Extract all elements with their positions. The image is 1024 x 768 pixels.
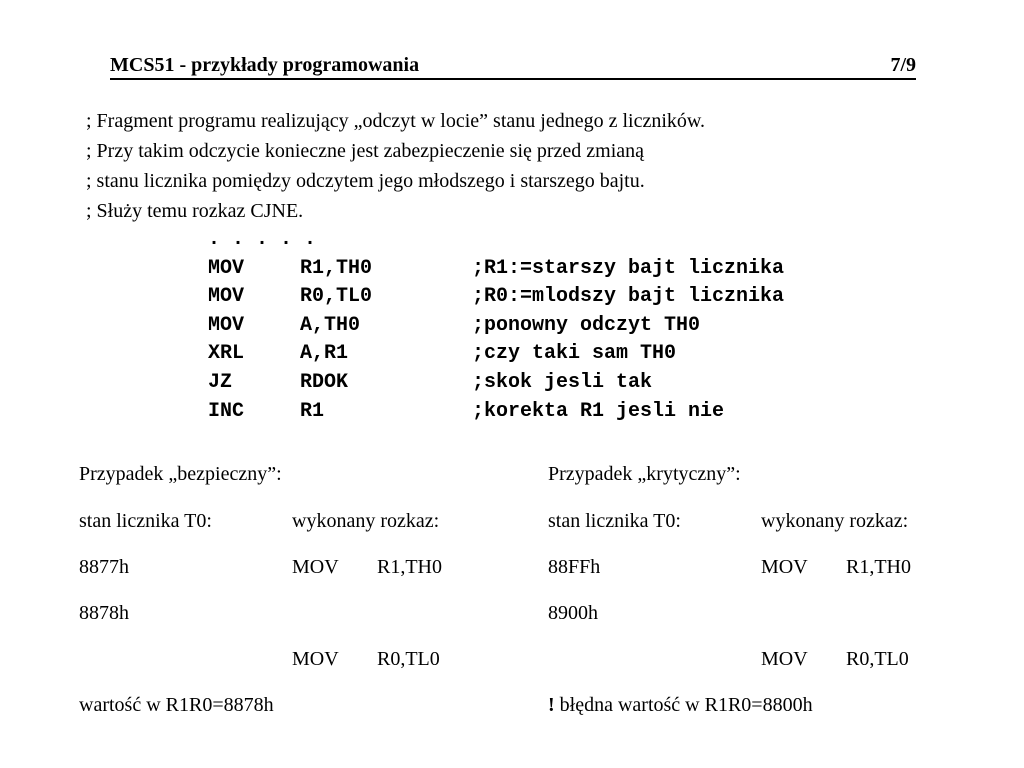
code-opcode: INC — [208, 399, 245, 423]
critical-instr-header: wykonany rozkaz: — [761, 510, 909, 532]
code-line — [208, 340, 908, 369]
code-operands: R1,TH0 — [300, 256, 373, 280]
safe-case-title: Przypadek „bezpieczny”: — [79, 463, 282, 485]
critical-state-value: 88FFh — [548, 556, 601, 578]
safe-state-header: stan licznika T0: — [79, 510, 212, 532]
code-line — [208, 369, 908, 398]
critical-result-text: błędna wartość w R1R0=8800h — [559, 694, 813, 716]
comment-line: ; Fragment programu realizujący „odczyt w locie” stanu jednego z liczników. — [86, 110, 706, 132]
safe-state-value: 8877h — [79, 556, 129, 578]
slide-header — [110, 52, 916, 80]
code-line — [208, 255, 908, 284]
code-comment: ;czy taki sam TH0 — [472, 342, 677, 366]
code-operands: R0,TL0 — [300, 285, 373, 309]
critical-result — [548, 693, 813, 717]
code-listing — [208, 226, 908, 426]
critical-case-title: Przypadek „krytyczny”: — [548, 463, 741, 485]
critical-instr-op: MOV — [761, 648, 808, 670]
code-comment: ;korekta R1 jesli nie — [472, 399, 725, 423]
safe-instr-header: wykonany rozkaz: — [292, 510, 440, 532]
slide-title: MCS51 - przykłady programowania — [110, 54, 420, 76]
comment-block — [86, 106, 705, 226]
code-line — [208, 312, 908, 341]
safe-state-value: 8878h — [79, 602, 129, 624]
code-opcode: MOV — [208, 256, 245, 280]
critical-instr-op: MOV — [761, 556, 808, 578]
code-comment: ;R1:=starszy bajt licznika — [472, 256, 785, 280]
code-operands: A,R1 — [300, 342, 349, 366]
code-operands: RDOK — [300, 370, 349, 394]
safe-instr-args: R0,TL0 — [377, 648, 440, 670]
code-opcode: JZ — [208, 370, 233, 394]
code-opcode: XRL — [208, 342, 245, 366]
code-opcode: MOV — [208, 313, 245, 337]
code-opcode: MOV — [208, 285, 245, 309]
comment-line: ; Przy takim odczycie konieczne jest zabezpieczenie się przed zmianą — [86, 140, 645, 162]
code-comment: ;skok jesli tak — [472, 370, 653, 394]
code-ellipsis: . . . . . — [208, 228, 317, 251]
code-line — [208, 283, 908, 312]
comment-line: ; stanu licznika pomiędzy odczytem jego młodszego i starszego bajtu. — [86, 170, 645, 192]
critical-instr-args: R1,TH0 — [846, 556, 911, 578]
page-number: 7/9 — [890, 54, 916, 76]
comment-line: ; Służy temu rozkaz CJNE. — [86, 200, 304, 222]
critical-state-header: stan licznika T0: — [548, 510, 681, 532]
code-line — [208, 398, 908, 427]
safe-instr-op: MOV — [292, 648, 339, 670]
safe-instr-op: MOV — [292, 556, 339, 578]
code-comment: ;ponowny odczyt TH0 — [472, 313, 701, 337]
safe-result: wartość w R1R0=8878h — [79, 694, 274, 716]
code-operands: A,TH0 — [300, 313, 361, 337]
critical-state-value: 8900h — [548, 602, 598, 624]
warning-mark: ! — [548, 694, 555, 716]
code-operands: R1 — [300, 399, 325, 423]
code-comment: ;R0:=mlodszy bajt licznika — [472, 285, 785, 309]
critical-instr-args: R0,TL0 — [846, 648, 909, 670]
safe-instr-args: R1,TH0 — [377, 556, 442, 578]
